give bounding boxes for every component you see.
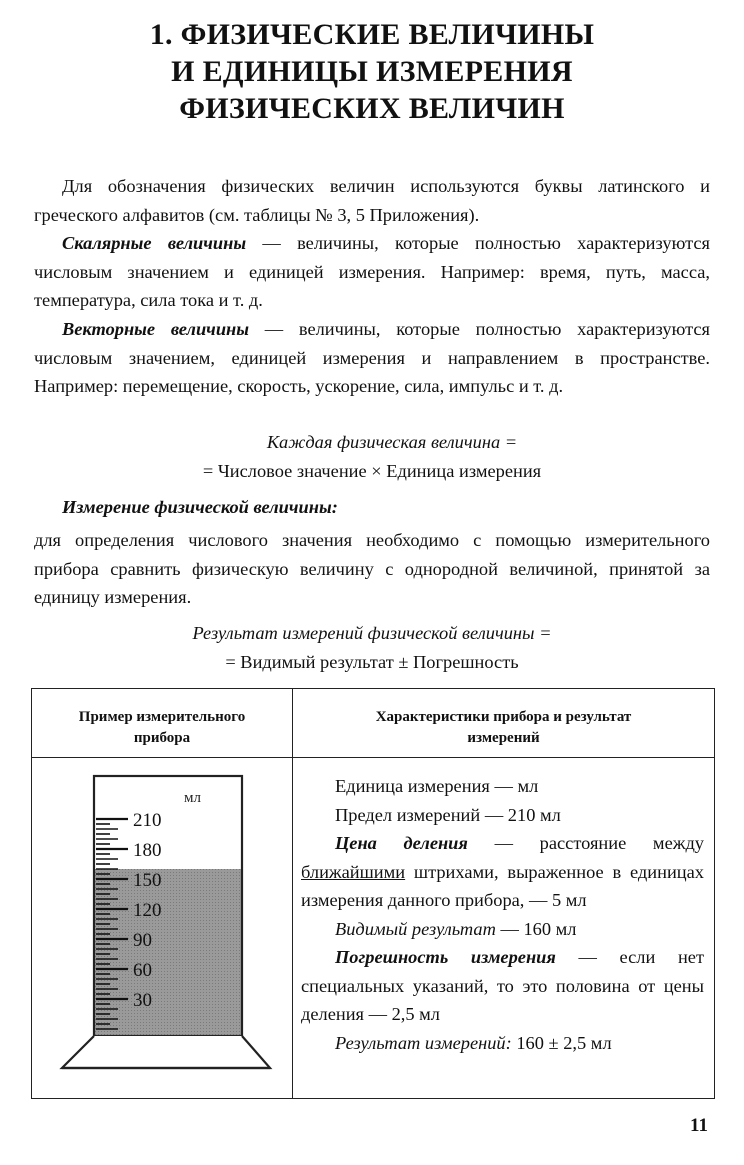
division-definition: Цена деления — расстояние между ближайшими штрихами, выраженное в единицах измерения данного прибора, — 5 мл [301, 833, 704, 910]
scalar-paragraph [34, 229, 710, 315]
intro-paragraph: Для обозначения физических величин используются буквы латинского и греческого алфавитов (см. таблицы № 3, 5 Приложения). [34, 176, 710, 225]
characteristics-cell [293, 758, 715, 1099]
scale-label: 30 [133, 990, 152, 1011]
unit-line: Единица измерения — мл [335, 776, 539, 796]
unit-label: мл [184, 790, 201, 806]
vector-term: Векторные величины [62, 319, 250, 339]
scale-label: 120 [133, 900, 162, 921]
scale-label: 210 [133, 810, 162, 831]
limit-line: Предел измерений — 210 мл [335, 804, 561, 825]
visible-result-line: Видимый результат — 160 мл [335, 918, 577, 939]
scalar-definition: — величины, которые полностью характеризуются числовым значением и единицей измерения. Например: время, путь, масса, температура, сила тока и т. д. [34, 233, 710, 310]
nearest-word: ближайшими [301, 861, 406, 882]
measurement-paragraph: для определения числового значения необходимо с помощью измерительного прибора сравнить физическую величину с однородной величиной, принятой за единицу измерения. [34, 530, 710, 607]
result-formula [0, 619, 744, 676]
cylinder-cell [32, 758, 293, 1099]
measuring-cylinder-figure [32, 758, 290, 1096]
quantity-formula [0, 428, 744, 485]
quantity-formula-line2: = Числовое значение × Единица измерения [202, 460, 542, 481]
page-title [0, 16, 744, 127]
title-line-2: И ЕДИНИЦЫ ИЗМЕРЕНИЯ [171, 55, 573, 88]
measurement-heading: Измерение физической величины: [62, 497, 338, 517]
title-line-1: 1. ФИЗИЧЕСКИЕ ВЕЛИЧИНЫ [149, 18, 595, 51]
vector-definition: — величины, которые полностью характеризуются числовым значением, единицей измерения и направлением в пространстве. Например: перемещение, скорость, ускорение, сила, импульс и т. д. [34, 319, 710, 396]
header-instrument-example: Пример измерительного прибора [32, 689, 293, 758]
result-term: Результат измерений: [335, 1032, 512, 1053]
header-characteristics: Характеристики прибора и результат измерений [293, 689, 715, 758]
scalar-term: Скалярные величины [62, 233, 247, 253]
cylinder-base [62, 1036, 270, 1068]
title-line-3: ФИЗИЧЕСКИХ ВЕЛИЧИН [179, 92, 565, 125]
scale-label: 150 [133, 870, 162, 891]
result-line: Результат измерений: 160 ± 2,5 мл [335, 1032, 612, 1053]
page-number: 11 [690, 1115, 708, 1136]
quantity-formula-line1: Каждая физическая величина = [266, 432, 518, 452]
scale-label: 60 [133, 960, 152, 981]
visible-result-term: Видимый результат [335, 918, 496, 939]
error-term: Погрешность измерения [335, 947, 556, 967]
scale-label: 90 [133, 930, 152, 951]
scale-label: 180 [133, 840, 162, 861]
liquid-fill-rect [95, 869, 241, 1036]
error-definition: Погрешность измерения — если нет специальных указаний, то это половина от цены деления — 2,5 мл [301, 947, 704, 1024]
instrument-table [31, 688, 715, 1099]
liquid-fill [95, 869, 241, 1036]
result-formula-line2: = Видимый результат ± Погрешность [225, 651, 519, 672]
result-formula-line1: Результат измерений физической величины = [192, 623, 552, 643]
vector-paragraph [34, 315, 710, 401]
division-term: Цена деления [335, 833, 468, 853]
